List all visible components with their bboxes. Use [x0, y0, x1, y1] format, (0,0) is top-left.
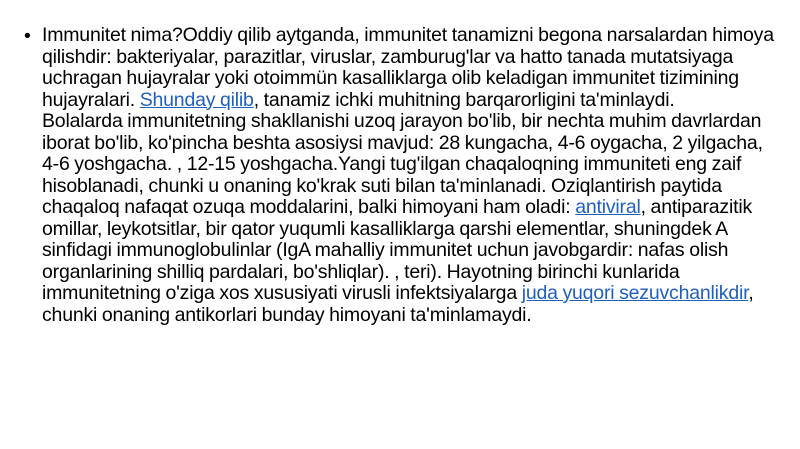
link-antiviral[interactable]: antiviral — [575, 196, 641, 218]
paragraph-text-intro: Immunitet nima?Oddiy qilib aytganda, immunitet tanamizni begona narsalardan himoya qilishdir: bakteriyalar, parazitlar, viruslar, zamburug'lar va hatto tanada mutatsiyaga uchragan hujayralar yoki otoimmün kasalliklarga olib keladigan immunitet tizimining hujayralari. — [42, 24, 774, 111]
bullet-item — [24, 25, 776, 326]
paragraph-text-development: Bolalarda immunitetning shakllanishi uzoq jarayon bo'lib, bir nechta muhim davrlardan iborat bo'lib, ko'pincha beshta asosiysi mavjud: 28 kungacha, 4-6 oygacha, 2 yilgacha, 4-6 yoshgacha. , 12-15 yoshgacha.Yangi tug'ilgan chaqaloqning immuniteti eng zaif hisoblanadi, chunki u onaning ko'krak suti bilan ta'minlanadi. Oziqlantirish paytida chaqaloq nafaqat ozuqa moddalarini, balki himoyani ham oladi: — [42, 110, 763, 218]
link-juda-yuqori-sezuvchanlikdir[interactable]: juda yuqori sezuvchanlikdir — [521, 282, 749, 304]
paragraph-text-conclusion: , chunki onaning antikorlari bunday himoyani ta'minlamaydi. — [42, 282, 754, 326]
bullet-icon: • — [24, 25, 31, 47]
link-shunday-qilib[interactable]: Shunday qilib — [139, 88, 254, 111]
paragraph-text-factors: , antiparazitik omillar, leykotsitlar, bir qator yuqumli kasalliklarga qarshi elementlar, shuningdek A sinfidagi immunoglobulinlar (IgA mahalliy immunitet uchun javobgardir: nafas olish organlarining shilliq pardalari, bo'shliqlar). , teri). Hayotning birinchi kunlarida immunitetning o'ziga xos xususiyati virusli infektsiyalarga — [42, 196, 752, 304]
paragraph-text-stability: , tanamiz ichki muhitning barqarorligini ta'minlaydi. — [253, 88, 675, 111]
paragraph-body — [42, 25, 776, 326]
